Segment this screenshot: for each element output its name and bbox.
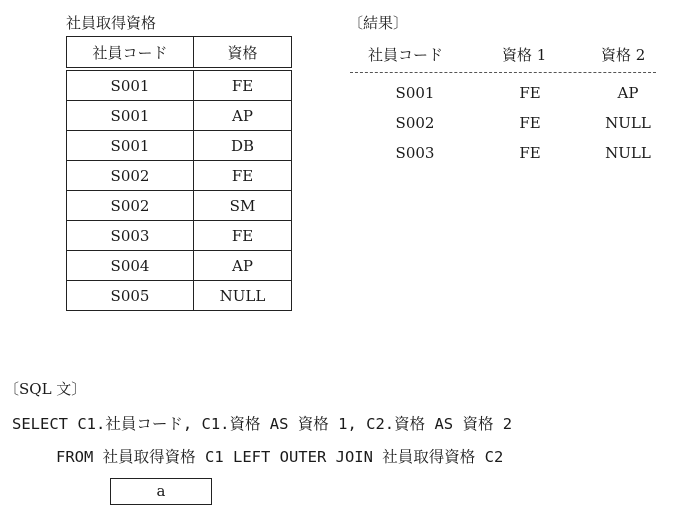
result-cell-employee-code: S001 xyxy=(395,84,435,102)
employee-qualification-table xyxy=(66,36,292,311)
result-header-qualification-1: 資格 1 xyxy=(502,46,547,64)
blank-a-box xyxy=(110,478,212,505)
cell-employee-code: S005 xyxy=(67,281,194,311)
cell-employee-code: S002 xyxy=(67,191,194,221)
table-row xyxy=(67,191,292,221)
cell-employee-code: S004 xyxy=(67,251,194,281)
blank-a-label: a xyxy=(156,482,166,500)
table-row xyxy=(67,161,292,191)
result-cell-qualification-2: NULL xyxy=(605,144,651,162)
sql-caption: 〔SQL 文〕 xyxy=(4,380,87,398)
cell-qualification: FE xyxy=(194,69,292,101)
result-header-qualification-2: 資格 2 xyxy=(601,46,646,64)
table-row xyxy=(67,131,292,161)
sql-from-line: FROM 社員取得資格 C1 LEFT OUTER JOIN 社員取得資格 C2 xyxy=(56,448,504,466)
cell-qualification: AP xyxy=(194,101,292,131)
table-row xyxy=(67,221,292,251)
left-table-caption: 社員取得資格 xyxy=(66,14,157,32)
result-cell-qualification-2: AP xyxy=(617,84,639,102)
result-cell-qualification-1: FE xyxy=(519,144,541,162)
table-row xyxy=(67,281,292,311)
cell-qualification: NULL xyxy=(194,281,292,311)
result-cell-employee-code: S002 xyxy=(395,114,435,132)
result-cell-qualification-1: FE xyxy=(519,114,541,132)
cell-qualification: SM xyxy=(194,191,292,221)
result-header-divider xyxy=(350,72,656,73)
result-caption: 〔結果〕 xyxy=(348,14,409,32)
header-qualification: 資格 xyxy=(194,37,292,70)
cell-qualification: AP xyxy=(194,251,292,281)
cell-qualification: FE xyxy=(194,161,292,191)
header-employee-code: 社員コード xyxy=(67,37,194,70)
cell-employee-code: S001 xyxy=(67,131,194,161)
result-cell-qualification-1: FE xyxy=(519,84,541,102)
cell-employee-code: S001 xyxy=(67,69,194,101)
cell-employee-code: S001 xyxy=(67,101,194,131)
table-row xyxy=(67,69,292,101)
sql-select-line: SELECT C1.社員コード, C1.資格 AS 資格 1, C2.資格 AS 資格 2 xyxy=(12,415,513,433)
table-header-row xyxy=(67,37,292,70)
cell-employee-code: S003 xyxy=(67,221,194,251)
cell-employee-code: S002 xyxy=(67,161,194,191)
table-row xyxy=(67,251,292,281)
result-cell-qualification-2: NULL xyxy=(605,114,651,132)
cell-qualification: DB xyxy=(194,131,292,161)
result-cell-employee-code: S003 xyxy=(395,144,435,162)
table-row xyxy=(67,101,292,131)
cell-qualification: FE xyxy=(194,221,292,251)
result-header-employee-code: 社員コード xyxy=(368,46,444,64)
